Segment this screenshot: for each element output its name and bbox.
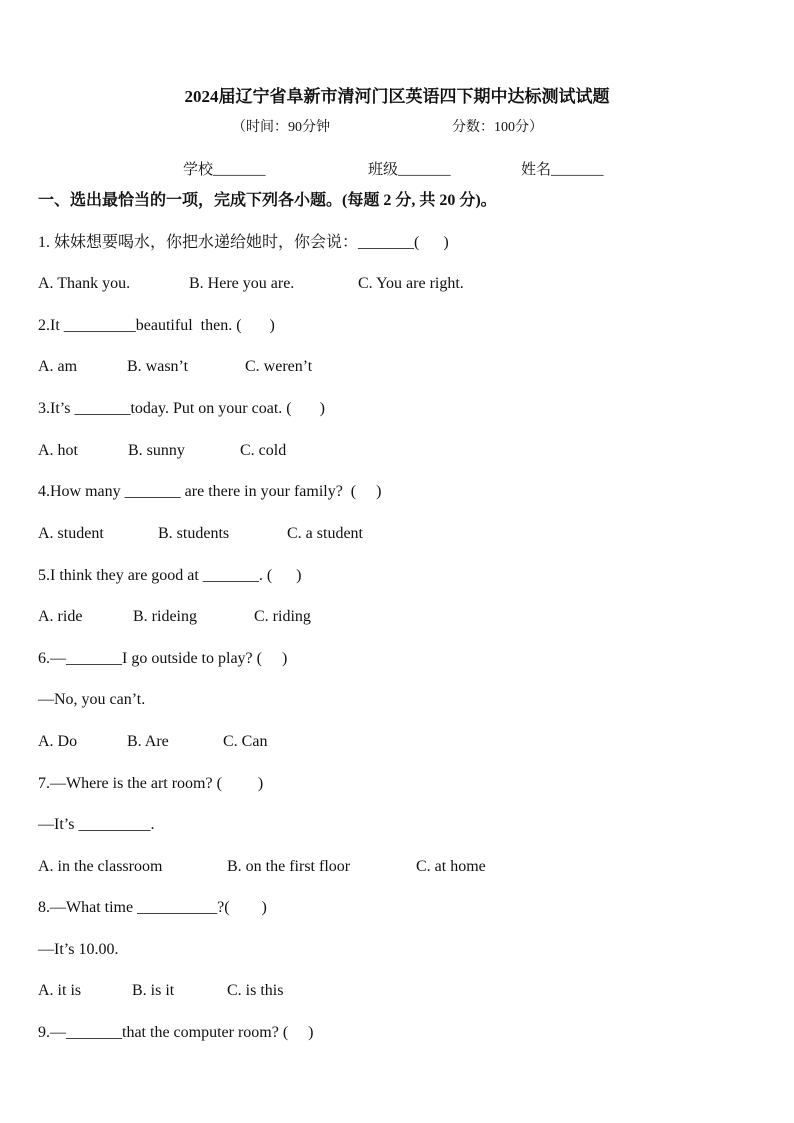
q7-option-b: B. on the first floor — [227, 858, 351, 875]
q3-option-a: A. hot — [38, 442, 78, 459]
q7-option-c: C. at home — [416, 858, 486, 875]
question-4: 4.How many _______ are there in your family? ( ) — [38, 483, 382, 500]
exam-score: 分数：100分） — [452, 120, 543, 135]
q6-option-b: B. Are — [127, 733, 169, 750]
question-9: 9.—_______that the computer room? ( ) — [38, 1024, 314, 1041]
question-8: 8.—What time __________?( ) — [38, 899, 267, 916]
q8-option-a: A. it is — [38, 982, 82, 999]
question-6: 6.—_______I go outside to play? ( ) — [38, 650, 288, 667]
q8-reply: —It’s 10.00. — [38, 941, 119, 958]
question-2: 2.It _________beautiful then. ( ) — [38, 317, 275, 334]
question-1: 1. 妹妹想要喝水，你把水递给她时，你会说：_______( ) — [38, 234, 449, 251]
q7-reply: —It’s _________. — [38, 816, 155, 833]
q6-reply: —No, you can’t. — [38, 691, 146, 708]
q2-option-c: C. weren’t — [245, 358, 313, 375]
q6-option-a: A. Do — [38, 733, 78, 750]
q3-option-c: C. cold — [240, 442, 287, 459]
q7-option-a: A. in the classroom — [38, 858, 163, 875]
q6-option-c: C. Can — [223, 733, 268, 750]
q4-option-a: A. student — [38, 525, 104, 542]
q8-option-c: C. is this — [227, 982, 284, 999]
q3-option-b: B. sunny — [128, 442, 185, 459]
q1-option-b: B. Here you are. — [189, 275, 295, 292]
question-7: 7.—Where is the art room? ( ) — [38, 775, 264, 792]
school-field: 学校_______ — [183, 162, 266, 178]
q2-option-b: B. wasn’t — [127, 358, 189, 375]
q5-option-c: C. riding — [254, 608, 311, 625]
q8-option-b: B. is it — [132, 982, 175, 999]
q4-option-b: B. students — [158, 525, 230, 542]
q5-option-b: B. rideing — [133, 608, 197, 625]
question-3: 3.It’s _______today. Put on your coat. ( ) — [38, 400, 325, 417]
q1-option-c: C. You are right. — [358, 275, 464, 292]
name-field: 姓名_______ — [521, 162, 604, 178]
q4-option-c: C. a student — [287, 525, 363, 542]
section-heading: 一、选出最恰当的一项，完成下列各小题。(每题 2 分, 共 20 分)。 — [38, 192, 497, 209]
question-5: 5.I think they are good at _______. ( ) — [38, 567, 302, 584]
class-field: 班级_______ — [368, 162, 451, 178]
q1-option-a: A. Thank you. — [38, 275, 131, 292]
q5-option-a: A. ride — [38, 608, 83, 625]
exam-time: （时间：90分钟 — [232, 120, 330, 135]
q2-option-a: A. am — [38, 358, 78, 375]
page-title: 2024届辽宁省阜新市清河门区英语四下期中达标测试试题 — [184, 87, 610, 106]
